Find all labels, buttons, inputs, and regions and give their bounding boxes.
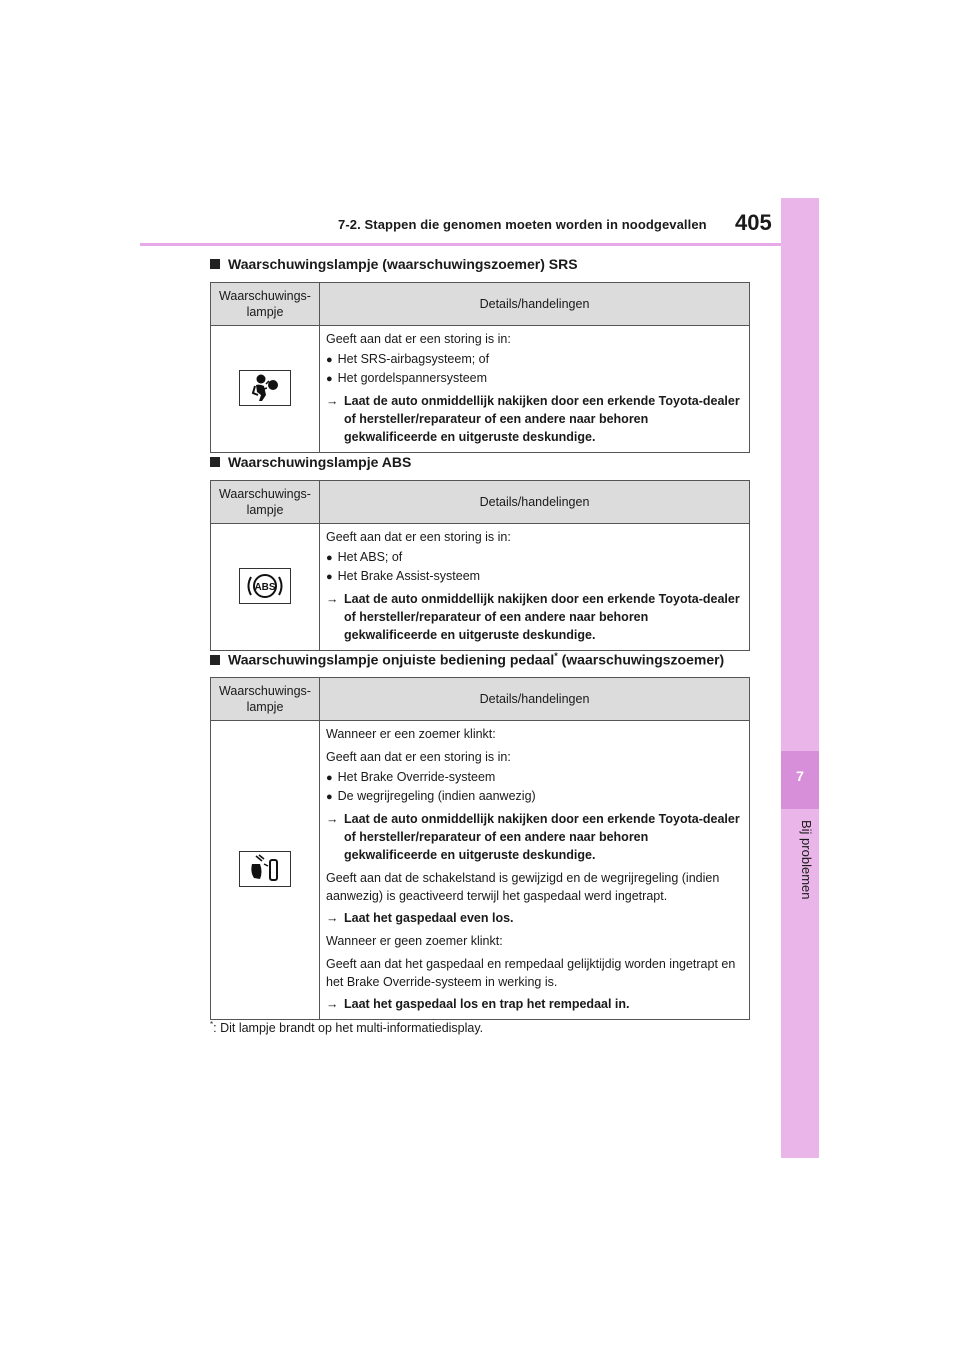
details-intro: Geeft aan dat er een storing is in: [326,332,511,346]
abs-icon [239,568,291,604]
icon-cell [211,721,320,1020]
action-instruction: → Laat het gaspedaal even los. [326,911,514,925]
square-bullet-icon [210,655,220,665]
chapter-side-tab [781,198,819,1158]
details-intro: Geeft aan dat er een storing is in: [326,530,511,544]
list-item: ● Het Brake Assist-systeem [326,567,743,586]
section-title-srs: Waarschuwingslampje (waarschuwingszoemer) SRS [210,256,578,272]
details-paragraph: Geeft aan dat de schakelstand is gewijzigd en de wegrijregeling (indien aanwezig) is geactiveerd terwijl het gaspedaal werd ingetrapt. [326,871,720,903]
table-header-details: Details/handelingen [320,481,750,524]
icon-cell [211,524,320,651]
action-instruction: → Laat de auto onmiddellijk nakijken door een erkende Toyota-dealer of hersteller/reparateur of een andere naar behoren gekwalificeerde en uitgeruste deskundige. [326,394,740,444]
abs-icon-text: ABS [254,582,276,593]
chapter-number: 7 [796,768,804,784]
arrow-icon: → [326,812,339,826]
abs-warning-table [210,480,750,651]
details-cell [320,721,750,1020]
chapter-label: Bij problemen [799,820,814,900]
icon-cell [211,326,320,453]
page-number: 405 [735,210,772,235]
table-header-light: Waarschuwings- lampje [211,283,320,326]
table-header-details: Details/handelingen [320,283,750,326]
srs-airbag-icon [239,370,291,406]
section-title-pedal: Waarschuwingslampje onjuiste bediening pedaal* (waarschuwingszoemer) [210,651,724,668]
list-item: ● Het gordelspannersysteem [326,369,743,388]
details-cell [320,326,750,453]
action-instruction: → Laat de auto onmiddellijk nakijken door een erkende Toyota-dealer of hersteller/reparateur of een andere naar behoren gekwalificeerde en uitgeruste deskundige. [326,592,740,642]
arrow-icon: → [326,997,339,1011]
page-header-title: 7-2. Stappen die genomen moeten worden in noodgevallen [338,217,707,232]
details-cell [320,524,750,651]
section-title-abs: Waarschuwingslampje ABS [210,454,411,470]
action-instruction: → Laat het gaspedaal los en trap het rempedaal in. [326,997,630,1011]
arrow-icon: → [326,592,339,606]
srs-warning-table [210,282,750,453]
header-divider [140,243,781,246]
table-header-light: Waarschuwings- lampje [211,678,320,721]
footnote: *: Dit lampje brandt op het multi-informatiedisplay. [210,1020,484,1036]
action-instruction: → Laat de auto onmiddellijk nakijken door een erkende Toyota-dealer of hersteller/reparateur of een andere naar behoren gekwalificeerde en uitgeruste deskundige. [326,812,740,862]
details-line: Wanneer er geen zoemer klinkt: [326,934,503,948]
list-item: ● Het SRS-airbagsysteem; of [326,350,743,369]
table-header-details: Details/handelingen [320,678,750,721]
arrow-icon: → [326,911,339,925]
details-line: Wanneer er een zoemer klinkt: [326,727,496,741]
list-item: ● De wegrijregeling (indien aanwezig) [326,787,743,806]
pedal-misoperation-icon [239,851,291,887]
square-bullet-icon [210,259,220,269]
details-intro: Geeft aan dat er een storing is in: [326,750,511,764]
arrow-icon: → [326,394,339,408]
list-item: ● Het ABS; of [326,548,743,567]
list-item: ● Het Brake Override-systeem [326,768,743,787]
square-bullet-icon [210,457,220,467]
pedal-warning-table [210,677,750,1020]
details-paragraph: Geeft aan dat het gaspedaal en rempedaal gelijktijdig worden ingetrapt en het Brake Override-systeem in werking is. [326,957,736,989]
table-header-light: Waarschuwings- lampje [211,481,320,524]
